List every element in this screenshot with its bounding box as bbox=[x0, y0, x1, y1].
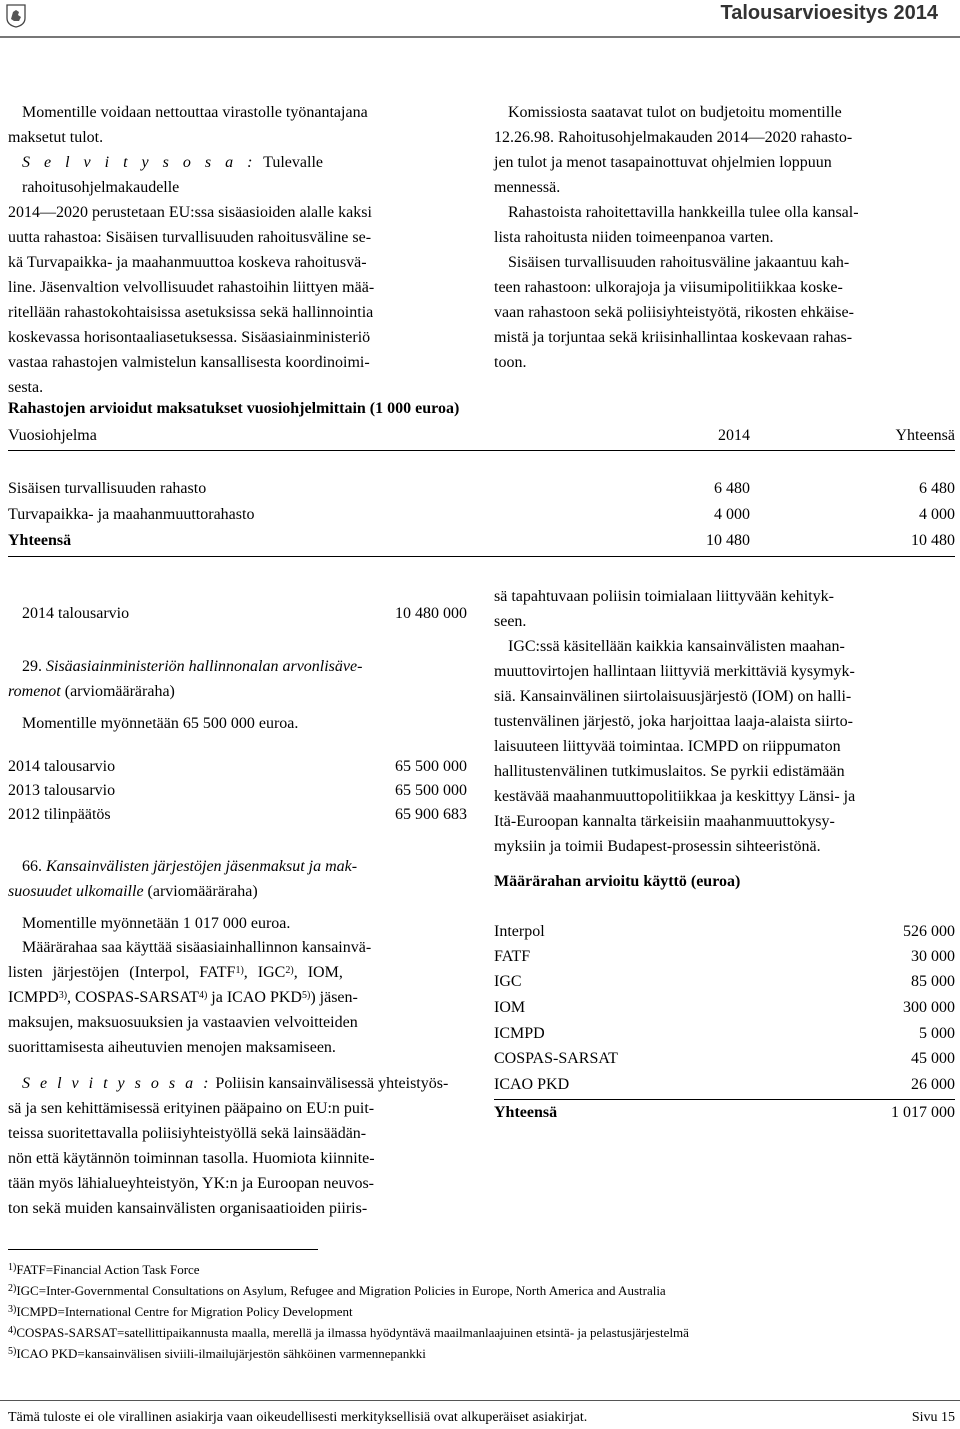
table1-row-label: Sisäisen turvallisuuden rahasto bbox=[8, 480, 207, 497]
footnote-text: FATF=Financial Action Task Force bbox=[16, 1262, 200, 1277]
section-66-title-cont: suosuudet ulkomaille bbox=[8, 883, 144, 900]
selvitysosa-label: S e l v i t y s o s a : bbox=[22, 154, 256, 171]
table1-header-rule bbox=[8, 450, 955, 451]
appropriation-29: Momentille myönnetään 65 500 000 euroa. bbox=[22, 715, 299, 732]
footnote-mark: 3) bbox=[8, 1304, 17, 1315]
budget-value: 65 500 000 bbox=[395, 782, 467, 799]
paragraph-line: siä. Kansainvälinen siirtolaisuusjärjestö (IOM) on halli- bbox=[494, 688, 852, 705]
paragraph-line: ritellään rahastokohtaisissa asetuksissa sekä hallinnointia bbox=[8, 304, 374, 321]
usage-text: , IOM, bbox=[293, 964, 343, 981]
table1-row-2014: 6 480 bbox=[714, 480, 750, 497]
paragraph-line: hallitustenvälinen tutkimuslaitos. Se pyrkii edistämään bbox=[494, 763, 845, 780]
paragraph-line: sesta. bbox=[8, 379, 44, 396]
paragraph-line: line. Jäsenvaltion velvollisuudet rahastoihin liittyen mää- bbox=[8, 279, 375, 296]
budget-label: 2012 tilinpäätös bbox=[8, 806, 111, 823]
coat-of-arms-icon bbox=[6, 4, 26, 28]
budget-value: 65 900 683 bbox=[395, 806, 467, 823]
table1-total-sum: 10 480 bbox=[911, 532, 955, 549]
usage-row-value: 5 000 bbox=[919, 1025, 955, 1042]
usage-row-label: FATF bbox=[494, 948, 531, 965]
section-29-heading bbox=[8, 654, 468, 704]
appropriation-66: Momentille myönnetään 1 017 000 euroa. bbox=[22, 915, 291, 932]
usage-paragraph bbox=[8, 935, 468, 1060]
section-66-number: 66. bbox=[22, 858, 42, 875]
paragraph-line: kestävää maahanmuuttopolitiikkaa ja keskittyy Länsi- ja bbox=[494, 788, 856, 805]
paragraph-line bbox=[8, 960, 468, 985]
table1-header-year: 2014 bbox=[718, 427, 750, 444]
section-29-title: Sisäasiainministeriön hallinnonalan arvonlisäve- bbox=[46, 658, 363, 675]
footer-disclaimer: Tämä tuloste ei ole virallinen asiakirja vaan oikeudellisesti merkityksellisiä ovat alkuperäiset asiakirjat. bbox=[8, 1410, 588, 1425]
paragraph-line: teissa suoritettavalla poliisiyhteistyöllä sekä lainsäädän- bbox=[8, 1125, 367, 1142]
selvitysosa-2 bbox=[8, 1071, 468, 1221]
paragraph-line: myksiin ja toimii Budapest-prosessin sihteeristönä. bbox=[494, 838, 821, 855]
table1-row-total: 4 000 bbox=[919, 506, 955, 523]
paragraph-line: tustenvälinen järjestö, joka harjoittaa laaja-alaista siirto- bbox=[494, 713, 853, 730]
paragraph-line: seen. bbox=[494, 613, 527, 630]
budget-value: 65 500 000 bbox=[395, 758, 467, 775]
footnote bbox=[8, 1343, 689, 1364]
footnote bbox=[8, 1259, 689, 1280]
budget-label: 2014 talousarvio bbox=[22, 605, 130, 622]
usage-text: , IGC bbox=[243, 964, 286, 981]
usage-text: ICMPD bbox=[8, 989, 59, 1006]
footnote-text: ICAO PKD=kansainvälisen siviili-ilmailujärjestön sähköinen varmennepankki bbox=[16, 1346, 426, 1361]
footnote-text: ICMPD=International Centre for Migration Policy Development bbox=[16, 1304, 353, 1319]
section-66-suffix: (arviomääräraha) bbox=[147, 883, 258, 900]
footnotes bbox=[8, 1259, 689, 1364]
budget-label: 2013 talousarvio bbox=[8, 782, 116, 799]
left-top-text bbox=[8, 100, 468, 400]
paragraph-line: lista rahoitusta niiden toimeenpanoa varten. bbox=[494, 229, 774, 246]
footnote-ref: 3) bbox=[58, 990, 68, 1001]
usage-total-label: Yhteensä bbox=[494, 1104, 558, 1121]
usage-row-label: ICAO PKD bbox=[494, 1076, 570, 1093]
paragraph-line: vastaa rahastojen valmistelun kansallisesta koordinoimi- bbox=[8, 354, 370, 371]
paragraph-line: teen rahastoon: ulkorajoja ja viisumipolitiikkaa koske- bbox=[494, 279, 843, 296]
paragraph-line: uutta rahastoa: Sisäisen turvallisuuden rahoitusväline se- bbox=[8, 229, 372, 246]
usage-row-label: Interpol bbox=[494, 923, 545, 940]
table1-header-program: Vuosiohjelma bbox=[8, 427, 97, 444]
right-bottom-text bbox=[494, 584, 956, 859]
usage-row-label: COSPAS-SARSAT bbox=[494, 1050, 618, 1067]
footnote-ref: 1) bbox=[235, 965, 244, 976]
section-66-title: Kansainvälisten järjestöjen jäsenmaksut ja mak- bbox=[46, 858, 358, 875]
paragraph-line: Momentille voidaan nettouttaa virastolle työnantajana bbox=[22, 104, 368, 121]
table1-total-2014: 10 480 bbox=[706, 532, 750, 549]
paragraph-line: mennessä. bbox=[494, 179, 561, 196]
footnote-mark: 5) bbox=[8, 1346, 17, 1357]
usage-text: ) jäsen- bbox=[310, 989, 358, 1006]
paragraph-line: kä Turvapaikka- ja maahanmuuttoa koskeva rahoitusvä- bbox=[8, 254, 367, 271]
usage-row-label: IOM bbox=[494, 999, 526, 1016]
paragraph-line: 2014—2020 perustetaan EU:ssa sisäasioiden alalle kaksi bbox=[8, 204, 372, 221]
table1-row-total: 6 480 bbox=[919, 480, 955, 497]
paragraph-line: Määrärahaa saa käyttää sisäasiainhallinnon kansainvä- bbox=[22, 939, 372, 956]
selvitysosa-heading bbox=[8, 150, 468, 200]
footnote-text: COSPAS-SARSAT=satellittipaikannusta maalla, merellä ja ilmassa hyödyntävä maailmanlaajuinen etsintä- ja pelastusjärjestelmä bbox=[16, 1325, 689, 1340]
usage-row-label: IGC bbox=[494, 973, 522, 990]
paragraph-line: 12.26.98. Rahoitusohjelmakauden 2014—2020 rahasto- bbox=[494, 129, 853, 146]
paragraph-line: tään myös lähialueyhteistyön, YK:n ja Euroopan neuvos- bbox=[8, 1175, 374, 1192]
paragraph-line: Itä-Euroopan kannalta tärkeisiin maahanmuuttokysy- bbox=[494, 813, 835, 830]
footer-rule bbox=[0, 1400, 960, 1401]
usage-text: ja ICAO PKD bbox=[207, 989, 302, 1006]
usage-table-title: Määrärahan arvioitu käyttö (euroa) bbox=[494, 873, 741, 890]
paragraph-line: Komissiosta saatavat tulot on budjetoitu momentille bbox=[508, 104, 842, 121]
usage-row-value: 300 000 bbox=[903, 999, 955, 1016]
budget-value: 10 480 000 bbox=[395, 605, 467, 622]
page-number: Sivu 15 bbox=[911, 1410, 955, 1425]
footnote-mark: 4) bbox=[8, 1325, 17, 1336]
paragraph-line: suorittamisesta aiheutuvien menojen maksamiseen. bbox=[8, 1039, 336, 1056]
paragraph-line: toon. bbox=[494, 354, 527, 371]
table1-total-label: Yhteensä bbox=[8, 532, 72, 549]
usage-row-value: 26 000 bbox=[911, 1076, 955, 1093]
paragraph-line: jen tulot ja menot tasapainottuvat ohjelmien loppuun bbox=[494, 154, 832, 171]
footnote bbox=[8, 1280, 689, 1301]
usage-text: , COSPAS-SARSAT bbox=[67, 989, 199, 1006]
paragraph-line: Sisäisen turvallisuuden rahoitusväline jakaantuu kah- bbox=[508, 254, 850, 271]
budget-label: 2014 talousarvio bbox=[8, 758, 116, 775]
paragraph-line: Rahastoista rahoitettavilla hankkeilla tulee olla kansal- bbox=[508, 204, 859, 221]
paragraph-line: sä ja sen kehittämisessä erityinen pääpaino on EU:n puit- bbox=[8, 1100, 375, 1117]
paragraph-line: mistä ja torjuntaa sekä kriisinhallintaa koskevaan rahas- bbox=[494, 329, 853, 346]
section-29-number: 29. bbox=[22, 658, 42, 675]
header-rule bbox=[0, 36, 960, 38]
paragraph-line: laisuuteen liittyvää toimintaa. ICMPD on riippumaton bbox=[494, 738, 841, 755]
paragraph-line bbox=[8, 985, 468, 1010]
section-66-heading bbox=[8, 854, 468, 904]
table1-header-total: Yhteensä bbox=[895, 427, 955, 444]
paragraph-line: koskevassa horisontaaliasetuksessa. Sisäasiainministeriö bbox=[8, 329, 371, 346]
selvitysosa-label: S e l v i t y s o s a : bbox=[22, 1075, 212, 1092]
footnote-rule bbox=[8, 1249, 318, 1250]
table1-title: Rahastojen arvioidut maksatukset vuosiohjelmittain (1 000 euroa) bbox=[8, 400, 460, 417]
right-top-text bbox=[494, 100, 956, 375]
usage-row-value: 45 000 bbox=[911, 1050, 955, 1067]
paragraph-line: vaan rahastoon sekä poliisiyhteistyötä, rikosten ehkäise- bbox=[494, 304, 854, 321]
footnote-ref: 5) bbox=[301, 990, 311, 1001]
section-29-suffix: (arviomääräraha) bbox=[64, 683, 175, 700]
paragraph-line: sä tapahtuvaan poliisin toimialaan liittyvään kehityk- bbox=[494, 588, 834, 605]
table1-row-label: Turvapaikka- ja maahanmuuttorahasto bbox=[8, 506, 255, 523]
footnote-ref: 4) bbox=[198, 990, 208, 1001]
footnote-mark: 1) bbox=[8, 1262, 17, 1273]
selvitysosa-first: Tulevalle rahoitusohjelmakaudelle bbox=[22, 154, 323, 196]
usage-text: listen järjestöjen (Interpol, FATF bbox=[8, 964, 236, 981]
selvitysosa-first: Poliisin kansainvälisessä yhteistyös- bbox=[215, 1075, 449, 1092]
footnote bbox=[8, 1322, 689, 1343]
usage-total-value: 1 017 000 bbox=[891, 1104, 955, 1121]
usage-row-value: 85 000 bbox=[911, 973, 955, 990]
footnote-mark: 2) bbox=[8, 1283, 17, 1294]
usage-row-label: ICMPD bbox=[494, 1025, 545, 1042]
footnote-ref: 2) bbox=[285, 965, 294, 976]
usage-row-value: 526 000 bbox=[903, 923, 955, 940]
usage-row-value: 30 000 bbox=[911, 948, 955, 965]
paragraph-line: ton sekä muiden kansainvälisten organisaatioiden piiris- bbox=[8, 1200, 368, 1217]
footnote-text: IGC=Inter-Governmental Consultations on Asylum, Refugee and Migration Policies in Europe, North America and Australia bbox=[16, 1283, 666, 1298]
section-29-title-cont: romenot bbox=[8, 683, 61, 700]
usage-table-rule bbox=[494, 1099, 955, 1100]
paragraph-line: nön että käytännön toiminnan tasolla. Huomiota kiinnite- bbox=[8, 1150, 375, 1167]
footnote bbox=[8, 1301, 689, 1322]
table1-bottom-rule bbox=[8, 556, 955, 557]
table1-row-2014: 4 000 bbox=[714, 506, 750, 523]
running-title: Talousarvioesitys 2014 bbox=[720, 2, 938, 24]
paragraph-line: IGC:ssä käsitellään kaikkia kansainvälisten maahan- bbox=[508, 638, 845, 655]
paragraph-line: maksujen, maksuosuuksien ja vastaavien velvoitteiden bbox=[8, 1014, 358, 1031]
paragraph-line: muuttovirtojen hallintaan liittyviä merkittäviä kysymyk- bbox=[494, 663, 855, 680]
paragraph-line: maksetut tulot. bbox=[8, 129, 104, 146]
